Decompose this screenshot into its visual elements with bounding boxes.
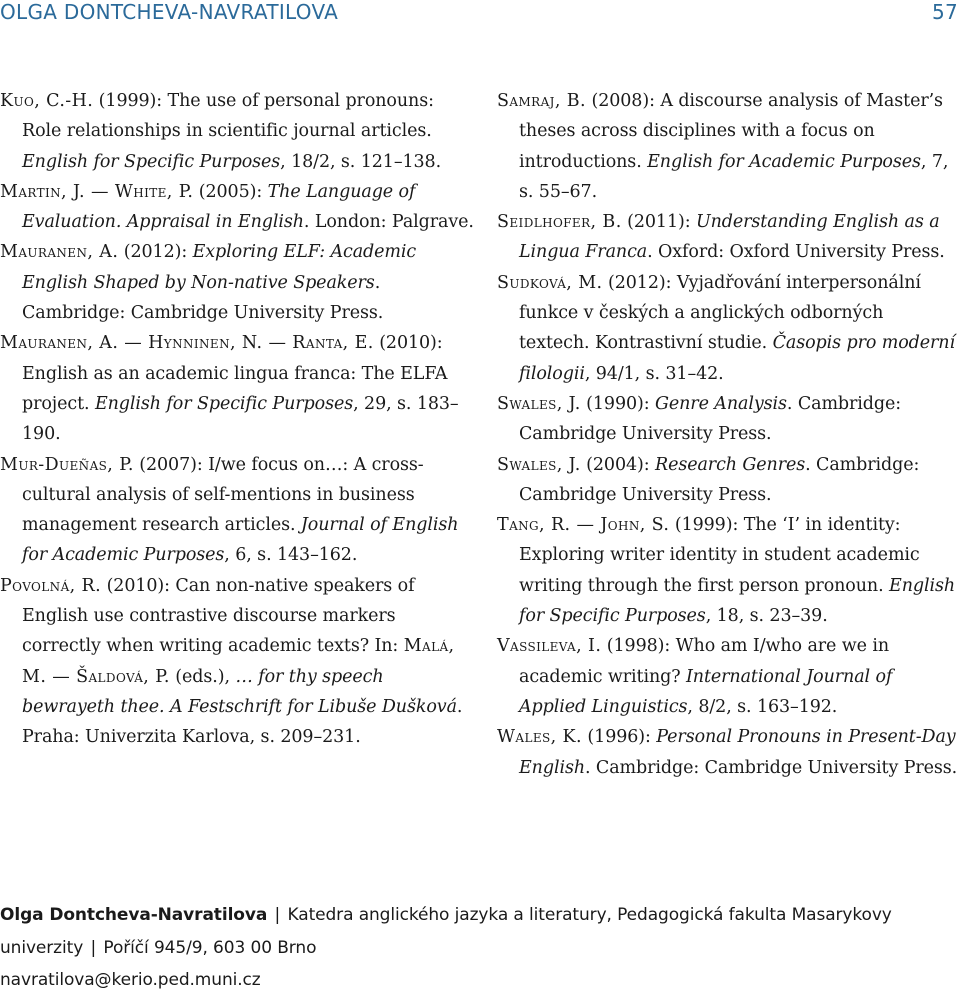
- reference-author: Swales, J.: [497, 454, 581, 475]
- reference-author: Mauranen, A.: [0, 242, 119, 263]
- reference-title: Časopis pro moderní filologii: [519, 333, 955, 384]
- reference-text: . Cambridge: Cambridge University Press.: [22, 272, 384, 324]
- reference-text: (2005):: [193, 181, 268, 202]
- running-head-author: OLGA DONTCHEVA-NAVRATILOVA: [0, 0, 339, 24]
- reference-text: (1999): The ‘I’ in identity: Exploring writer identity in student academic writing through the first person pronoun.: [519, 515, 920, 596]
- footer-separator: |: [90, 937, 97, 958]
- reference-entry: [0, 177, 478, 238]
- reference-entry: [497, 510, 959, 631]
- reference-text: . Cambridge: Cambridge University Press.: [519, 454, 920, 505]
- reference-text: (2012):: [118, 242, 193, 263]
- reference-text: (eds.),: [169, 666, 236, 687]
- reference-text: . Cambridge: Cambridge University Press.: [585, 757, 958, 778]
- reference-text: , 94/1, s. 31–42.: [584, 363, 724, 384]
- reference-editors: Malá, M. — Šaldová, P.: [22, 636, 455, 687]
- reference-author: Martin, J. — White, P.: [0, 181, 194, 202]
- reference-entry: [0, 86, 478, 177]
- reference-entry: [497, 268, 959, 389]
- page-number: 57: [931, 0, 958, 24]
- footer-address: Poříčí 945/9, 603 00 Brno: [103, 937, 317, 958]
- reference-text: (2007): I/we focus on…: A cross-cultural analysis of self-mentions in business management research articles.: [22, 454, 424, 536]
- reference-text: (2010): Can non-native speakers of English use contrastive discourse markers correctly when writing academic texts? In:: [22, 575, 415, 657]
- reference-text: (1990):: [580, 393, 655, 414]
- reference-entry: [0, 328, 478, 449]
- reference-text: (1998): Who am I/who are we in academic writing?: [519, 636, 890, 687]
- reference-entry: [497, 207, 959, 268]
- author-contact-footer: [0, 899, 960, 997]
- reference-text: , 29, s. 183–190.: [22, 393, 459, 445]
- reference-author: Vassileva, I.: [497, 636, 602, 657]
- reference-text: . Praha: Univerzita Karlova, s. 209–231.: [22, 696, 463, 748]
- reference-title: English for Specific Purposes: [22, 151, 281, 172]
- reference-entry: [0, 450, 478, 571]
- reference-entry: [497, 722, 959, 783]
- reference-entry: [497, 631, 959, 722]
- reference-author: Samraj, B.: [497, 91, 587, 111]
- footer-author-name: Olga Dontcheva-Navratilova: [0, 905, 268, 925]
- reference-text: , 6, s. 143–162.: [224, 545, 358, 566]
- reference-title: Personal Pronouns in Present-Day English: [519, 727, 956, 778]
- reference-author: Seidlhofer, B.: [497, 212, 622, 233]
- reference-text: (2008): A discourse analysis of Master’s theses across disciplines with a focus on introductions.: [519, 91, 943, 172]
- running-head: [0, 0, 960, 26]
- reference-text: , 18/2, s. 121–138.: [280, 151, 442, 172]
- references-left-column: [0, 86, 478, 753]
- reference-author: Sudková, M.: [497, 272, 603, 293]
- reference-text: (2010): English as an academic lingua franca: The ELFA project.: [22, 333, 448, 414]
- reference-title: English for Specific Purposes: [94, 393, 354, 414]
- reference-title: International Journal of Applied Linguistics: [519, 666, 893, 717]
- reference-title: Research Genres: [655, 454, 806, 475]
- reference-author: Swales, J.: [497, 393, 581, 414]
- reference-title: English for Academic Purposes: [647, 151, 921, 172]
- footer-email: navratilova@kerio.ped.muni.cz: [0, 970, 261, 990]
- reference-title: Exploring ELF: Academic English Shaped by Non-native Speakers: [22, 242, 417, 293]
- reference-text: (1996):: [581, 727, 657, 748]
- reference-text: (1999): The use of personal pronouns: Role relationships in scientific journal articles.: [22, 91, 434, 142]
- reference-text: . Oxford: Oxford University Press.: [647, 242, 945, 263]
- reference-entry: [0, 237, 478, 328]
- reference-entry: [497, 450, 959, 511]
- reference-title: The Language of Evaluation. Appraisal in English: [22, 181, 416, 233]
- reference-title: English for Specific Purposes: [519, 575, 956, 627]
- reference-author: Mur-Dueñas, P.: [0, 454, 134, 475]
- reference-title: Understanding English as a Lingua Franca: [519, 212, 940, 263]
- reference-text: , 8/2, s. 163–192.: [687, 696, 838, 717]
- footer-affiliation: Katedra anglického jazyka a literatury, Pedagogická fakulta Masarykovy univerzity: [0, 905, 892, 958]
- reference-title: Genre Analysis: [655, 393, 787, 414]
- footer-separator: |: [274, 905, 281, 925]
- reference-author: Mauranen, A. — Hynninen, N. — Ranta, E.: [0, 333, 374, 354]
- reference-text: . Cambridge: Cambridge University Press.: [519, 393, 902, 445]
- reference-author: Wales, K.: [497, 727, 582, 748]
- reference-text: (2004):: [580, 454, 655, 475]
- reference-text: . London: Palgrave.: [303, 212, 474, 233]
- reference-text: (2012): Vyjadřování interpersonální funkce v českých a anglických odborných textech. Kontrastivní studie.: [519, 272, 921, 354]
- reference-text: , 18, s. 23–39.: [705, 606, 828, 627]
- reference-entry: [497, 86, 959, 207]
- reference-title: … for thy speech bewrayeth thee. A Festschrift for Libuše Dušková: [22, 666, 457, 717]
- references-right-column: [497, 86, 959, 783]
- reference-author: Kuo, C.-H.: [0, 91, 94, 111]
- reference-entry: [497, 389, 959, 450]
- reference-text: (2011):: [621, 212, 696, 233]
- reference-entry: [0, 571, 478, 753]
- reference-title: Journal of English for Academic Purposes: [22, 515, 459, 566]
- reference-text: , 7, s. 55–67.: [519, 151, 949, 202]
- reference-author: Tang, R. — John, S.: [497, 515, 670, 536]
- reference-author: Povolná, R.: [0, 575, 102, 596]
